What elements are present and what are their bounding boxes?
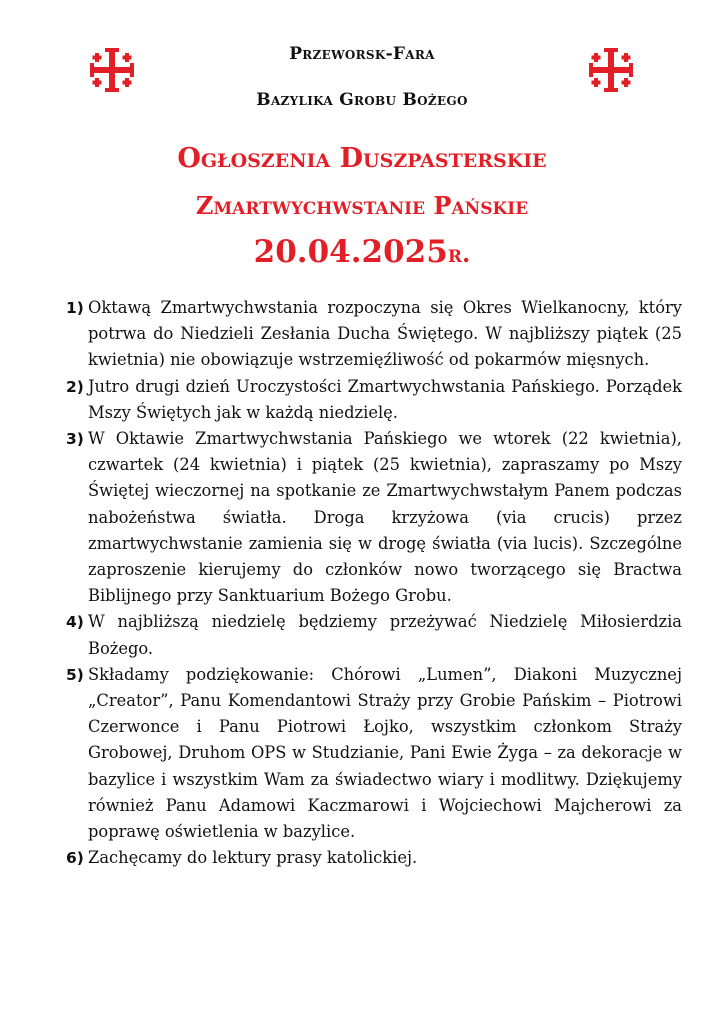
announcement-number: 4) — [66, 613, 84, 632]
basilica-name: Bazylika Grobu Bożego — [256, 90, 468, 110]
announcement-number: 6) — [66, 849, 84, 868]
announcement-item — [66, 295, 682, 374]
announcement-item — [66, 426, 682, 609]
date-value: 20.04.2025 — [253, 234, 448, 270]
announcement-number: 5) — [66, 665, 84, 684]
announcement-text: W najbliższą niedzielę będziemy przeżywać Niedzielę Miłosierdzia Bożego. — [88, 612, 682, 658]
parish-name: Przeworsk-Fara — [289, 44, 435, 64]
announcement-item — [66, 374, 682, 426]
announcement-number: 3) — [66, 430, 84, 449]
announcement-text: W Oktawie Zmartwychwstania Pańskiego we wtorek (22 kwietnia), czwartek (24 kwietnia) i piątek (25 kwietnia), zapraszamy po Mszy Świętej wieczornej na spotkanie ze Zmartwychwstałym Panem podczas nabożeństwa światła. Droga krzyżowa (via crucis) przez zmartwychwstanie zamienia się w drogę światła (via lucis). Szczególne zaproszenie kierujemy do członków nowo tworzącego się Bractwa Biblijnego przy Sanktuarium Bożego Grobu. — [88, 429, 682, 606]
announcement-text: Zachęcamy do lektury prasy katolickiej. — [88, 848, 418, 868]
announcement-item — [66, 609, 682, 661]
page-title: Ogłoszenia Duszpasterskie — [177, 143, 547, 174]
occasion-title: Zmartwychwstanie Pańskie — [195, 191, 529, 220]
announcement-date — [0, 234, 724, 270]
announcement-text: Jutro drugi dzień Uroczystości Zmartwychwstania Pańskiego. Porządek Mszy Świętych jak w każdą niedzielę. — [88, 376, 682, 422]
announcement-list — [66, 295, 682, 871]
announcement-number: 2) — [66, 377, 84, 396]
announcement-item — [66, 845, 682, 871]
announcement-text: Oktawą Zmartwychwstania rozpoczyna się Okres Wielkanocny, który potrwa do Niedzieli Zesłania Ducha Świętego. W najbliższy piątek (25 kwietnia) nie obowiązuje wstrzemięźliwość od pokarmów mięsnych. — [88, 298, 682, 370]
announcement-item — [66, 662, 682, 845]
announcement-number: 1) — [66, 299, 84, 317]
date-suffix: r. — [447, 239, 471, 268]
announcement-text: Składamy podziękowanie: Chórowi „Lumen”, Diakoni Muzycznej „Creator”, Panu Komendantowi Straży przy Grobie Pańskim – Piotrowi Czerwonce i Panu Piotrowi Łojko, wszystkim członkom Straży Grobowej, Druhom OPS w Studzianie, Pani Ewie Żyga – za dekoracje w bazylice i wszystkim Wam za świadectwo wiary i modlitwy. Dziękujemy również Panu Adamowi Kaczmarowi i Wojciechowi Majcherowi za poprawę oświetlenia w bazylice. — [88, 664, 682, 842]
